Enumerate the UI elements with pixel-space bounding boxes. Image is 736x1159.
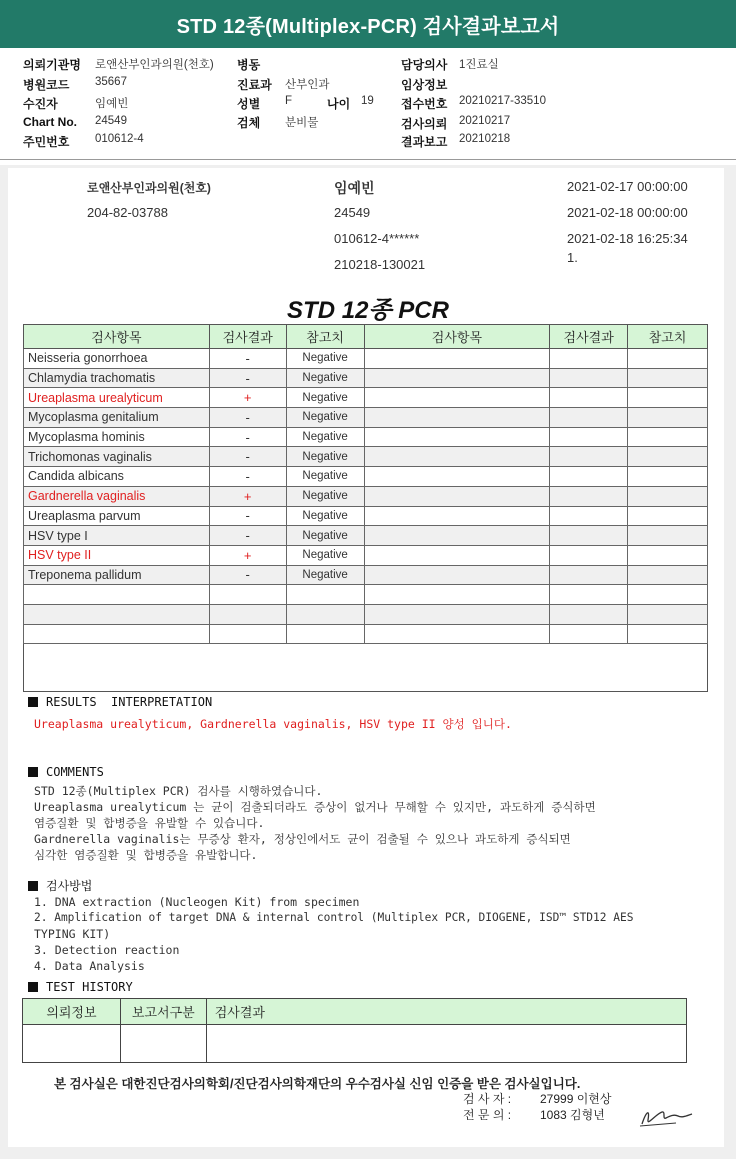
empty-cell	[364, 408, 550, 428]
column-header: 검사결과	[550, 325, 628, 349]
column-header: 참고치	[628, 325, 708, 349]
empty-cell	[628, 368, 708, 388]
history-heading	[28, 980, 133, 994]
test-result: -	[209, 408, 286, 428]
reference-value: Negative	[286, 506, 364, 526]
empty-cell	[550, 624, 628, 644]
info-value: 임예빈	[95, 98, 129, 110]
empty-cell	[209, 585, 286, 605]
reference-value: Negative	[286, 545, 364, 565]
reference-value: Negative	[286, 486, 364, 506]
specialist: 1083 김형년	[540, 1108, 605, 1122]
empty-cell	[364, 545, 550, 565]
empty-cell	[628, 427, 708, 447]
reference-value: Negative	[286, 565, 364, 585]
certification-note: 본 검사실은 대한진단검사의학회/진단검사의학재단의 우수검사실 신임 인증을 받은 검사실입니다.	[54, 1077, 581, 1091]
square-bullet-icon	[28, 767, 38, 777]
table-row	[24, 427, 708, 447]
table-row	[24, 585, 708, 605]
empty-cell	[364, 368, 550, 388]
table-row	[24, 447, 708, 467]
empty-cell	[24, 604, 210, 624]
signature-icon	[636, 1100, 696, 1130]
table-row	[24, 604, 708, 624]
results-table-footer	[23, 644, 708, 692]
empty-cell	[364, 565, 550, 585]
tester: 27999 이현상	[540, 1092, 612, 1106]
empty-cell	[209, 604, 286, 624]
column-header: 검사결과	[209, 325, 286, 349]
empty-cell	[628, 467, 708, 487]
test-result: -	[209, 526, 286, 546]
method-line: 4. Data Analysis	[34, 959, 145, 973]
info-label: 결과보고	[401, 135, 448, 149]
comment-line: 염증질환 및 합병증을 유발할 수 있습니다.	[34, 816, 265, 830]
interpretation-heading	[28, 695, 212, 709]
report-title: STD 12종(Multiplex-PCR) 검사결과보고서	[176, 15, 560, 38]
table-row	[24, 506, 708, 526]
comment-line: 심각한 염증질환 및 합병증을 유발합니다.	[34, 848, 258, 862]
table-row	[24, 545, 708, 565]
reference-value: Negative	[286, 349, 364, 369]
table-row	[24, 408, 708, 428]
info-label: 수진자	[23, 97, 58, 111]
method-heading-text: 검사방법	[46, 879, 93, 893]
empty-cell	[628, 624, 708, 644]
table-row	[24, 486, 708, 506]
empty-cell	[550, 604, 628, 624]
results-header-row	[24, 325, 708, 349]
divider	[0, 159, 736, 160]
info-label: 임상정보	[401, 78, 448, 92]
patient-info	[0, 54, 736, 158]
test-result: -	[209, 349, 286, 369]
receipt-number: 210218-130021	[334, 257, 426, 272]
reference-value: Negative	[286, 447, 364, 467]
reference-value: Negative	[286, 427, 364, 447]
info-value: 19	[361, 95, 374, 107]
interpretation-heading-text: RESULTS INTERPRETATION	[46, 695, 213, 709]
info-value: 20210218	[459, 133, 511, 145]
info-value: 20210217	[459, 115, 511, 127]
empty-cell	[628, 545, 708, 565]
info-label: 진료과	[237, 78, 272, 92]
test-item: Neisseria gonorrhoea	[24, 349, 210, 369]
empty-cell	[550, 447, 628, 467]
test-item: HSV type I	[24, 526, 210, 546]
resident-number: 010612-4******	[334, 231, 420, 246]
test-result: -	[209, 506, 286, 526]
date-reported: 2021-02-18 16:25:34	[567, 231, 688, 246]
empty-cell	[209, 624, 286, 644]
test-item: Ureaplasma parvum	[24, 506, 210, 526]
info-value: 산부인과	[285, 79, 330, 91]
empty-cell	[286, 624, 364, 644]
empty-cell	[364, 447, 550, 467]
test-result: -	[209, 565, 286, 585]
info-value: 1진료실	[459, 59, 499, 71]
empty-cell	[628, 486, 708, 506]
test-item: Mycoplasma genitalium	[24, 408, 210, 428]
tester-label: 검 사 자 :	[463, 1092, 512, 1106]
test-result: -	[209, 467, 286, 487]
test-item: Ureaplasma urealyticum	[24, 388, 210, 408]
empty-cell	[24, 585, 210, 605]
empty-cell	[550, 486, 628, 506]
test-result: +	[209, 388, 286, 408]
info-value: 010612-4	[95, 133, 144, 145]
empty-cell	[364, 486, 550, 506]
info-value: 분비물	[285, 117, 319, 129]
results-table	[23, 324, 708, 644]
empty-cell	[550, 467, 628, 487]
empty-cell	[550, 565, 628, 585]
method-line: 1. DNA extraction (Nucleogen Kit) from specimen	[34, 895, 360, 909]
table-row	[24, 368, 708, 388]
test-result: -	[209, 427, 286, 447]
chart-number: 24549	[334, 205, 371, 220]
empty-cell	[286, 585, 364, 605]
patient-name: 임예빈	[334, 180, 375, 196]
reference-value: Negative	[286, 368, 364, 388]
test-item: Trichomonas vaginalis	[24, 447, 210, 467]
column-header: 보고서구분	[120, 999, 206, 1025]
test-result: -	[209, 368, 286, 388]
empty-cell	[628, 388, 708, 408]
comment-line: STD 12종(Multiplex PCR) 검사를 시행하였습니다.	[34, 784, 323, 798]
test-item: Candida albicans	[24, 467, 210, 487]
empty-cell	[286, 604, 364, 624]
empty-cell	[628, 565, 708, 585]
empty-cell	[550, 388, 628, 408]
test-item: Mycoplasma hominis	[24, 427, 210, 447]
empty-cell	[628, 585, 708, 605]
empty-cell	[550, 349, 628, 369]
info-label: 의뢰기관명	[23, 58, 81, 72]
empty-cell	[628, 349, 708, 369]
method-line: 2. Amplification of target DNA & internal control (Multiplex PCR, DIOGENE, ISD™ STD12 AES	[34, 911, 634, 924]
empty-cell	[628, 506, 708, 526]
reference-value: Negative	[286, 388, 364, 408]
square-bullet-icon	[28, 881, 38, 891]
empty-cell	[24, 624, 210, 644]
history-row	[23, 1025, 687, 1063]
specialist-label: 전 문 의 :	[463, 1108, 512, 1122]
table-row	[24, 349, 708, 369]
info-label: 접수번호	[401, 97, 448, 111]
info-label: Chart No.	[23, 115, 77, 129]
empty-cell	[628, 604, 708, 624]
interpretation-text: Ureaplasma urealyticum, Gardnerella vaginalis, HSV type II 양성 입니다.	[34, 717, 512, 731]
empty-cell	[364, 467, 550, 487]
method-line: 3. Detection reaction	[34, 943, 180, 957]
table-row	[24, 388, 708, 408]
info-label: 검사의뢰	[401, 117, 448, 131]
info-label: 병원코드	[23, 78, 70, 92]
history-table	[22, 998, 687, 1063]
empty-cell	[364, 427, 550, 447]
empty-cell	[364, 526, 550, 546]
date-received: 2021-02-18 00:00:00	[567, 205, 688, 220]
test-item: Gardnerella vaginalis	[24, 486, 210, 506]
info-value: 20210217-33510	[459, 95, 546, 107]
table-row	[24, 467, 708, 487]
empty-cell	[550, 526, 628, 546]
info-label: 성별	[237, 97, 261, 111]
reference-value: Negative	[286, 408, 364, 428]
comments-heading-text: COMMENTS	[46, 765, 104, 779]
empty-cell	[628, 447, 708, 467]
empty-cell	[550, 427, 628, 447]
info-label: 주민번호	[23, 135, 70, 149]
comments-heading	[28, 765, 104, 779]
date-reported-cont: 1.	[567, 250, 578, 265]
empty-cell	[364, 585, 550, 605]
empty-cell	[550, 368, 628, 388]
test-item: Treponema pallidum	[24, 565, 210, 585]
table-row	[24, 526, 708, 546]
empty-cell	[364, 624, 550, 644]
empty-cell	[628, 408, 708, 428]
info-label: 병동	[237, 58, 261, 72]
date-requested: 2021-02-17 00:00:00	[567, 179, 688, 194]
table-row	[24, 565, 708, 585]
column-header: 참고치	[286, 325, 364, 349]
square-bullet-icon	[28, 697, 38, 707]
info-value: 24549	[95, 115, 127, 127]
history-heading-text: TEST HISTORY	[46, 980, 133, 994]
comment-line: Gardnerella vaginalis는 무증상 환자, 정상인에서도 균이 검출될 수 있으나 과도하게 증식되면	[34, 832, 571, 846]
info-value: 35667	[95, 76, 127, 88]
empty-cell	[364, 506, 550, 526]
info-label: 담당의사	[401, 58, 448, 72]
clinic-name: 로앤산부인과의원(천호)	[87, 181, 211, 195]
reference-value: Negative	[286, 526, 364, 546]
reference-value: Negative	[286, 467, 364, 487]
report-title-bar	[0, 0, 736, 48]
method-line: TYPING KIT)	[34, 927, 111, 941]
test-item: Chlamydia trachomatis	[24, 368, 210, 388]
empty-cell	[364, 349, 550, 369]
empty-cell	[550, 585, 628, 605]
table-row	[24, 624, 708, 644]
column-header: 의뢰정보	[23, 999, 121, 1025]
test-result: -	[209, 447, 286, 467]
column-header: 검사결과	[206, 999, 686, 1025]
comment-line: Ureaplasma urealyticum 는 균이 검출되더라도 증상이 없거나 무해할 수 있지만, 과도하게 증식하면	[34, 800, 596, 814]
column-header: 검사항목	[364, 325, 550, 349]
column-header: 검사항목	[24, 325, 210, 349]
report-heading: STD 12종 PCR	[287, 297, 449, 324]
info-label: 나이	[327, 97, 351, 111]
history-header-row	[23, 999, 687, 1025]
empty-cell	[628, 526, 708, 546]
empty-cell	[550, 408, 628, 428]
test-result: +	[209, 486, 286, 506]
empty-cell	[550, 545, 628, 565]
method-heading	[28, 877, 92, 894]
info-value: 로앤산부인과의원(천호)	[95, 59, 214, 71]
test-result: +	[209, 545, 286, 565]
test-item: HSV type II	[24, 545, 210, 565]
info-label: 검체	[237, 116, 261, 130]
empty-cell	[364, 388, 550, 408]
info-value: F	[285, 95, 293, 107]
empty-cell	[364, 604, 550, 624]
square-bullet-icon	[28, 982, 38, 992]
empty-cell	[550, 506, 628, 526]
business-number: 204-82-03788	[87, 205, 168, 220]
